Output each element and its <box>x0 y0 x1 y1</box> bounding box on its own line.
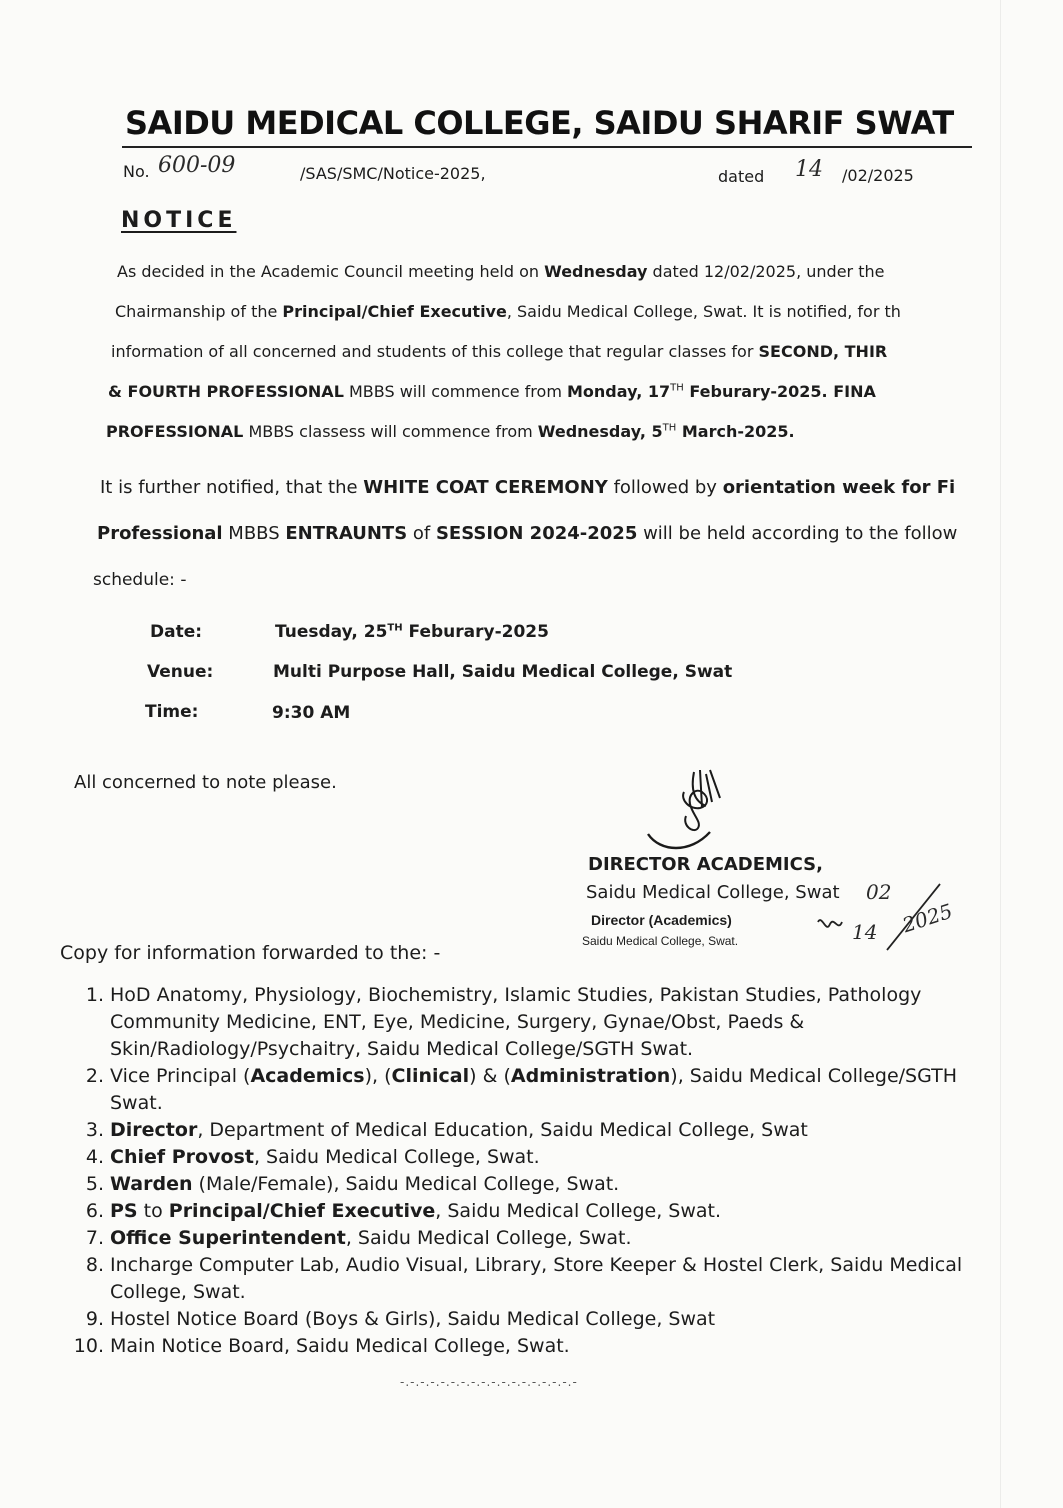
copy-list <box>70 982 1000 1360</box>
dated-suffix: /02/2025 <box>842 166 914 185</box>
schedule-date-label: Date: <box>150 622 203 642</box>
list-item: 2. Vice Principal (Academics), (Clinical) & (Administration), Saidu Medical College/SGTH Swat. <box>85 1065 958 1114</box>
schedule-venue-label: Venue: <box>147 662 214 682</box>
list-item: 8. Incharge Computer Lab, Audio Visual, Library, Store Keeper & Hostel Clerk, Saidu Medical College, Swat. <box>85 1254 963 1303</box>
p2-line3: schedule: - <box>93 570 187 590</box>
footer-divider: -.-.-.-.-.-.-.-.-.-.-.-.-.-.-.-.-.- <box>400 1375 578 1389</box>
hand-date-day: 14 <box>852 920 878 944</box>
list-item: 7. Office Superintendent, Saidu Medical College, Swat. <box>85 1227 632 1249</box>
signature-scribble <box>640 762 730 862</box>
college-title: SAIDU MEDICAL COLLEGE, SAIDU SHARIF SWAT <box>125 104 954 142</box>
hand-date-month: 02 <box>866 880 892 904</box>
title-underline <box>122 146 972 148</box>
dated-handwritten: 14 <box>795 157 823 182</box>
schedule-time-label: Time: <box>145 702 199 722</box>
p1-line3: information of all concerned and students of this college that regular classes for SECOND, THIR <box>111 342 888 361</box>
copy-heading: Copy for information forwarded to the: - <box>60 942 441 964</box>
list-item: 3. Director, Department of Medical Education, Saidu Medical College, Swat <box>85 1119 808 1141</box>
signatory-title: DIRECTOR ACADEMICS, <box>588 854 823 875</box>
schedule-date-value: Tuesday, 25TH Feburary-2025 <box>275 622 549 642</box>
schedule-time-value: 9:30 AM <box>272 703 351 723</box>
list-item: 10. Main Notice Board, Saidu Medical College, Swat. <box>73 1335 570 1357</box>
closing-line: All concerned to note please. <box>74 772 337 793</box>
p2-line2: Professional MBBS ENTRAUNTS of SESSION 2024-2025 will be held according to the follow <box>97 523 958 544</box>
p1-line5: PROFESSIONAL MBBS classess will commence from Wednesday, 5TH March-2025. <box>106 422 795 441</box>
p2-line1: It is further notified, that the WHITE COAT CEREMONY followed by orientation week for Fi <box>100 477 956 498</box>
list-item: 6. PS to Principal/Chief Executive, Saidu Medical College, Swat. <box>85 1200 722 1222</box>
p1-line1: As decided in the Academic Council meeting held on Wednesday dated 12/02/2025, under the <box>117 262 885 281</box>
p1-line2: Chairmanship of the Principal/Chief Executive, Saidu Medical College, Swat. It is notified, for th <box>115 302 901 321</box>
ref-suffix: /SAS/SMC/Notice-2025, <box>300 164 486 183</box>
p1-line4: & FOURTH PROFESSIONAL MBBS will commence from Monday, 17TH Feburary-2025. FINA <box>108 382 876 401</box>
stamp-line2: Saidu Medical College, Swat. <box>582 934 739 948</box>
schedule-venue-value: Multi Purpose Hall, Saidu Medical College, Swat <box>273 662 733 682</box>
dated-label: dated <box>718 167 765 186</box>
hand-date-year: 2025 <box>899 898 956 938</box>
list-item: 5. Warden (Male/Female), Saidu Medical College, Swat. <box>85 1173 620 1195</box>
list-item: 1. HoD Anatomy, Physiology, Biochemistry, Islamic Studies, Pakistan Studies, Pathology Community Medicine, ENT, Eye, Medicine, Surgery, Gynae/Obst, Paeds & Skin/Radiology/Psychaitry, Saidu Medical College/SGTH Swat. <box>85 984 922 1060</box>
ref-no-handwritten: 600-09 <box>158 153 236 178</box>
signatory-org: Saidu Medical College, Swat <box>586 882 840 903</box>
notice-heading: NOTICE <box>121 208 237 233</box>
stamp-line1: Director (Academics) <box>591 912 732 928</box>
list-item: 4. Chief Provost, Saidu Medical College, Swat. <box>85 1146 540 1168</box>
list-item: 9. Hostel Notice Board (Boys & Girls), Saidu Medical College, Swat <box>85 1308 716 1330</box>
ref-no-label: No. <box>123 162 150 181</box>
page-edge <box>1000 0 1001 1508</box>
